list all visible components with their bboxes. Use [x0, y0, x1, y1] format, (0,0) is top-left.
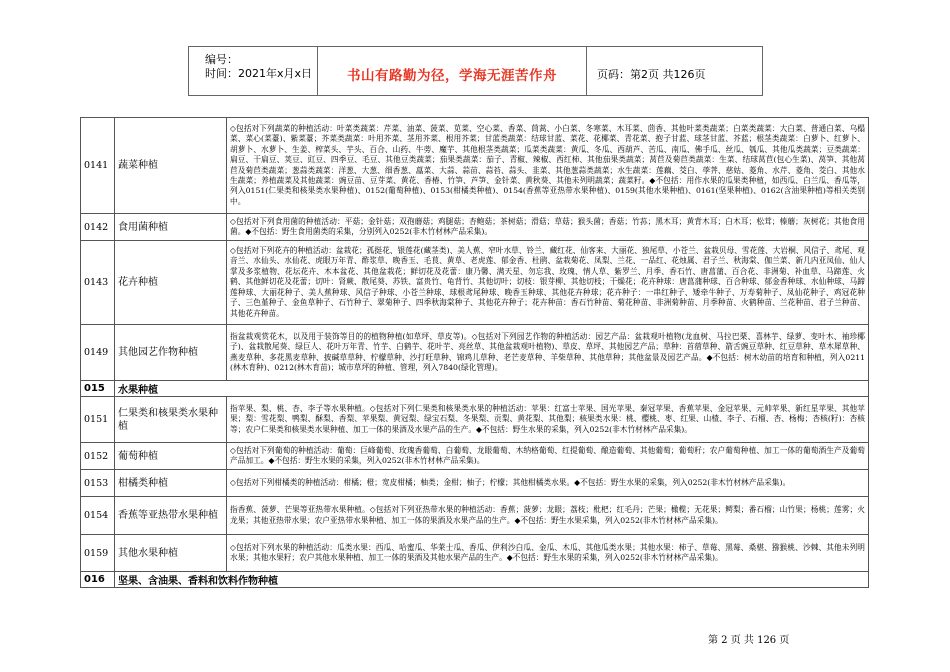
- header-slogan-cell: [317, 46, 587, 96]
- row-description: ◇包括对下列蔬菜的种植活动：叶菜类蔬菜：芹菜、油菜、菠菜、苋菜、空心菜、香菜、茼蒿、小白菜、冬寒菜、木耳菜、茴香、其他叶菜类蔬菜；白菜类蔬菜：大白菜、普通白菜、乌榻菜、菜心(菜薹)、紫菜薹；芥菜类蔬菜：叶用芥菜、茎用芥菜、根用芥菜；甘蓝类蔬菜：结球甘蓝、菜花、花椰菜、青花菜、抱子甘蓝、球茎甘蓝、芥蓝；根茎类蔬菜：白萝卜、红萝卜、胡萝卜、水萝卜、生姜、榨菜头、芋头、百合、山药、牛蒡、魔芋、其他根茎类蔬菜；瓜菜类蔬菜：黄瓜、冬瓜、西葫芦、苦瓜、南瓜、佛手瓜、丝瓜、瓠瓜、其他瓜类蔬菜；豆类蔬菜：扁豆、干扁豆、荚豆、豇豆、四季豆、毛豆、其他豆类蔬菜；茄果类蔬菜：茄子、青椒、辣椒、西红柿、其他茄果类蔬菜；莴苣及菊苣类蔬菜：生菜、结球莴苣(包心生菜)、莴笋、其他莴苣及菊苣类蔬菜；葱蒜类蔬菜：洋葱、大葱、细香葱、藠菜、大蒜、蒜苗、蒜苔、蒜头、韭菜、其他葱蒜类蔬菜；水生蔬菜：莲藕、茭白、荸荠、慈姑、菱角、水芹、菱角、茭白、其他水生蔬菜；养植蔬菜及其他蔬菜：豌豆苗、豆芽菜、黄花、香椿、竹笋、芦笋、金针菜、黄秋葵、其他未列明蔬菜；蔬菜籽。◆不包括：用作水果的瓜果类种植，如西瓜、白兰瓜、香瓜等，列入0151(仁果类和核果类水果种植)、0152(葡萄种植)、0153(柑橘类种植)、0154(香蕉等亚热带水果种植)、0159(其他水果种植)、0161(坚果种植)、0162(含油果种植)等相关类别中。: [227, 118, 869, 214]
- row-description: 指盆栽观赏花木，以及用于装饰等目的的植物种植(如草坪、草皮等)。◇包括对下列园艺作物的种植活动：园艺产品：盆栽观叶植物(龙血树、马拉巴栗、喜林芋、绿萝、变叶木、袖珍椰子)、盆栽散尾葵、绿巨人、花叶万年青、竹芋、白鹤芋、花叶芋、亮丝草、其他盆栽观叶植物)、草皮、草坪、其他园艺产品；草种：首蓿草种、箭舌豌豆草种、红豆草种、草木犀草种、燕麦草种、多花黑麦草种、披碱草草种、柠檬草种、沙打旺草种、锦鸡儿草种、老芒麦草种、羊柴草种、其他草种；其他盆景及园艺产品。◆不包括：树木幼苗的培育和种植，列入0211(林木育种)、0212(林木育苗)；城市草坪的种植、管理，列入7840(绿化管理)。: [227, 325, 869, 381]
- row-description: ◇包括对下列葡萄的种植活动：葡萄：巨峰葡萄、玫瑰香葡萄、白葡萄、龙眼葡萄、木纳格葡萄、红提葡萄、酿造葡萄、其他葡萄；葡萄籽；农户葡萄种植、加工一体的葡萄酒生产及葡萄产品加工。◆不包括：野生水果的采集，列入0252(非木竹材林产品采集)。: [227, 443, 869, 470]
- row-name: 仁果类和核果类水果种植: [115, 397, 227, 443]
- table-row: [81, 443, 869, 470]
- classification-table: [80, 117, 869, 588]
- table-row: [81, 241, 869, 325]
- section-code: 016: [81, 572, 115, 588]
- header-page-cell: [587, 46, 763, 96]
- section-title: 坚果、含油果、香料和饮料作物种植: [115, 572, 869, 588]
- row-description: ◇包括对下列柑橘类的种植活动：柑橘；橙；宽皮柑橘；柚类；金柑；柚子；柠檬；其他柑橘类水果。◆不包括：野生水果的采集，列入0252(非木竹材林产品采集)。: [227, 470, 869, 497]
- row-description: 指香蕉、菠萝、芒果等亚热带水果种植。◇包括对下列亚热带水果的种植活动：香蕉；菠萝；龙眼；荔枝；枇杷；红毛丹；芒果；橄榄；无花果；鳄梨；番石榴；山竹果；杨桃；莲雾；火龙果；其他亚热带水果；农户亚热带水果种植、加工一体的果酒及水果产品的生产。◆不包括：野生水果采集，列入0252(非木竹材林产品采集)。: [227, 497, 869, 535]
- row-code: 0142: [81, 214, 115, 241]
- header-meta-cell: [188, 46, 317, 96]
- row-description: ◇包括对下列水果的种植活动：瓜类水果：西瓜、哈蜜瓜、华莱士瓜、香瓜、伊利沙白瓜、金瓜、木瓜、其他瓜类水果；其他水果：柿子、草莓、黑莓、桑椹、猕猴桃、沙棘、其他未列明水果；其他水果籽；农户其他水果种植、加工一体的果酒及其他水果产品的生产。◆不包括：野生水果的采集，列入0252(非木竹材林产品采集)。: [227, 535, 869, 572]
- row-code: 0151: [81, 397, 115, 443]
- row-name: 其他水果种植: [115, 535, 227, 572]
- section-code: 015: [81, 381, 115, 397]
- table-row: [81, 535, 869, 572]
- row-description: ◇包括对下列食用菌的种植活动：平菇；金针菇；双孢蘑菇；鸡腿菇；杏鲍菇；茶树菇；滑菇；草菇；猴头菌；香菇；竹荪；黑木耳；黄背木耳；白木耳；松茸；榛蘑；灰树花；其他食用菌。◆不包括：野生食用菌类的采集，分别列入0252(非木竹材林产品采集)。: [227, 214, 869, 241]
- table-row: [81, 214, 869, 241]
- page-code: 页码：第2页 共126页: [597, 68, 706, 81]
- table-row: [81, 118, 869, 214]
- row-name: 花卉种植: [115, 241, 227, 325]
- row-description: ◇包括对下列花卉的种植活动：盆栽花；孤挺花、银莲花(藏茎类)、美人蕉、窄叶水草、铃兰、藏红花、仙客来、大丽花、独尾草、小苍兰、盆栽贝母、雪花莲、大岩桐、风信子、鸢尾、观音兰、水仙头、水仙花、虎眼万年青、酢浆草、晚香玉、毛茛、黄草、老虎莲、郁金香、杜鹃、盆栽菊花、凤梨、兰花、一品红、花烛属、君子兰、秋海棠、伽兰菜、新几内亚凤仙、仙人掌及多浆植物、花坛花卉、木本盆花、其他盆栽花；鲜切花及花蕾：康乃馨、满天星、勿忘我、玫瑰、情人草、紫罗兰、月季、香石竹、唐菖蒲、百合花、非洲菊、补血草、马蹄莲、火鹤、其他鲜切花及花蕾；切叶：肾蕨、散尾葵、苏铁、富贵竹、龟背竹、其他切叶；切枝：银芽柳、其他切枝；干燥花；花卉种球：唐菖蒲种球、百合种球、郁金香种球、水仙种球、马蹄莲种球、大丽花种子、美人蕉种球、风信子种球、小苍兰种球、球根鸢尾种球、晚香玉种球、其他花卉种球；花卉种子：一串红种子、矮牵牛种子、万寿菊种子、凤仙花种子、鸡冠花种子、三色堇种子、金鱼草种子、石竹种子、翠菊种子、四季秋海棠种子、其他花卉种子；花卉种苗：香石竹种苗、菊花种苗、非洲菊种苗、月季种苗、火鹤种苗、兰花种苗、君子兰种苗、其他花卉种苗。: [227, 241, 869, 325]
- page-footer: 第 2 页 共 126 页: [708, 635, 790, 646]
- section-row: [81, 381, 869, 397]
- row-description: 指苹果、梨、桃、杏、李子等水果种植。◇包括对下列仁果类和核果类水果的种植活动：苹果：红富士苹果、国光苹果、秦冠苹果、香蕉苹果、金冠苹果、元帅苹果、新红星苹果、其他苹果；梨：雪花梨、鸭梨、酥梨、香梨、苹果梨、黄冠梨、绿宝石梨、冬果梨、贡梨、黄花梨、其他梨；核果类水果：桃、樱桃、枣、红果、山楂、李子、石榴、杏、杨梅；杏核(籽)：杏核等；农户仁果类和核果类水果种植、加工一体的果酒及水果产品的生产。◆不包括：野生水果的采集，列入0252(非木竹材林产品采集)。: [227, 397, 869, 443]
- time-label: 时间：2021年x月x日: [205, 67, 313, 80]
- section-title: 水果种植: [115, 381, 869, 397]
- table-row: [81, 325, 869, 381]
- number-label: 编号：: [205, 53, 238, 66]
- table-row: [81, 470, 869, 497]
- row-name: 柑橘类种植: [115, 470, 227, 497]
- row-code: 0154: [81, 497, 115, 535]
- section-row: [81, 572, 869, 588]
- row-name: 蔬菜种植: [115, 118, 227, 214]
- row-name: 其他园艺作物种植: [115, 325, 227, 381]
- page-header: [188, 46, 763, 96]
- table-row: [81, 497, 869, 535]
- row-code: 0141: [81, 118, 115, 214]
- row-code: 0149: [81, 325, 115, 381]
- slogan: 书山有路勤为径，学海无涯苦作舟: [347, 68, 557, 84]
- row-name: 葡萄种植: [115, 443, 227, 470]
- table-row: [81, 397, 869, 443]
- row-code: 0152: [81, 443, 115, 470]
- row-code: 0153: [81, 470, 115, 497]
- row-code: 0143: [81, 241, 115, 325]
- row-name: 食用菌种植: [115, 214, 227, 241]
- row-code: 0159: [81, 535, 115, 572]
- row-name: 香蕉等亚热带水果种植: [115, 497, 227, 535]
